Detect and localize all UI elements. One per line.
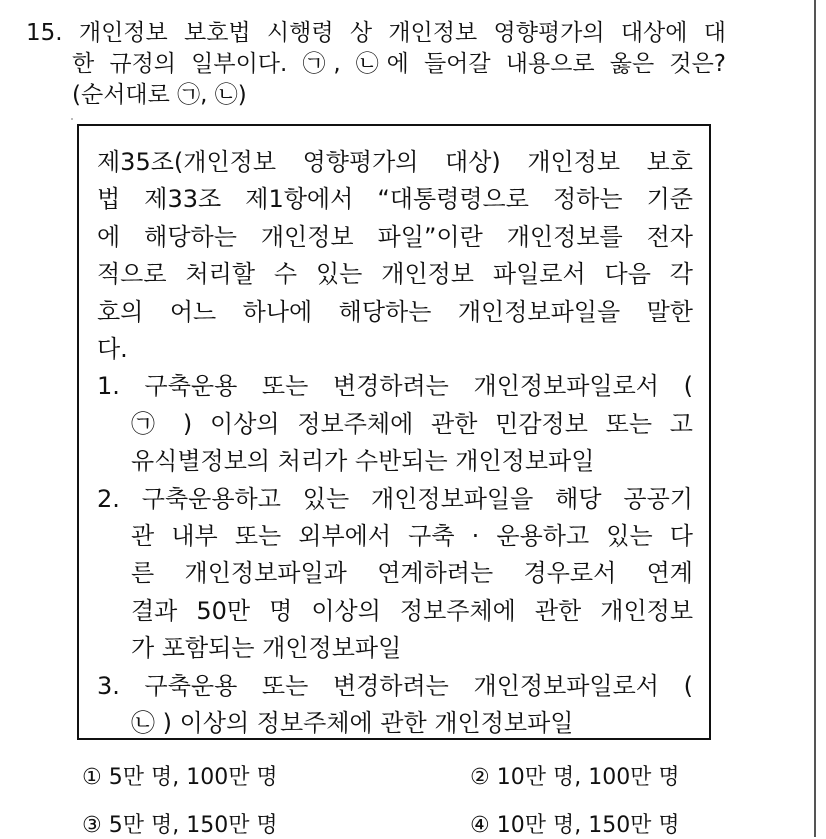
excerpt-line: 3. 구축운용 또는 변경하려는 개인정보파일로서 ( [97,671,693,700]
question-line: 한 규정의 일부이다. ㉠, ㉡에 들어갈 내용으로 옳은 것은? [72,51,726,77]
excerpt-line: 법 제33조 제1항에서 “대통령령으로 정하는 기준 [97,185,693,214]
excerpt-line: 적으로 처리할 수 있는 개인정보 파일로서 다음 각 [97,260,693,289]
excerpt-line: 2. 구축운용하고 있는 개인정보파일을 해당 공공기 [97,484,693,513]
excerpt-line: 결과 50만 명 이상의 정보주체에 관한 개인정보 [131,596,693,625]
option-1[interactable]: ① 5만 명, 100만 명 [82,765,278,790]
excerpt-line: 호의 어느 하나에 해당하는 개인정보파일을 말한 [97,297,693,326]
excerpt-line: 유식별정보의 처리가 수반되는 개인정보파일 [131,447,595,476]
excerpt-line: ㉡ ) 이상의 정보주체에 관한 개인정보파일 [131,709,574,738]
excerpt-line: 가 포함되는 개인정보파일 [131,634,402,663]
question-line: (순서대로 ㉠, ㉡) [72,82,247,108]
option-4[interactable]: ④ 10만 명, 150만 명 [470,813,680,838]
law-excerpt-box [77,124,711,740]
option-2[interactable]: ② 10만 명, 100만 명 [470,765,680,790]
question-line: 15. 개인정보 보호법 시행령 상 개인정보 영향평가의 대상에 대 [26,20,726,46]
excerpt-line: 관 내부 또는 외부에서 구축 · 운용하고 있는 다 [131,522,693,551]
excerpt-line: 다. [97,335,128,364]
column-divider [814,0,816,837]
speck [71,118,73,120]
excerpt-line: 제35조(개인정보 영향평가의 대상) 개인정보 보호 [97,148,693,176]
excerpt-line: 에 해당하는 개인정보 파일”이란 개인정보를 전자 [97,222,693,251]
question-stem [26,18,726,111]
excerpt-line: 른 개인정보파일과 연계하려는 경우로서 연계 [131,559,693,588]
excerpt-line: 1. 구축운용 또는 변경하려는 개인정보파일로서 ( [97,372,693,401]
excerpt-line: ㉠ ) 이상의 정보주체에 관한 민감정보 또는 고 [131,409,693,438]
option-3[interactable]: ③ 5만 명, 150만 명 [82,813,278,838]
